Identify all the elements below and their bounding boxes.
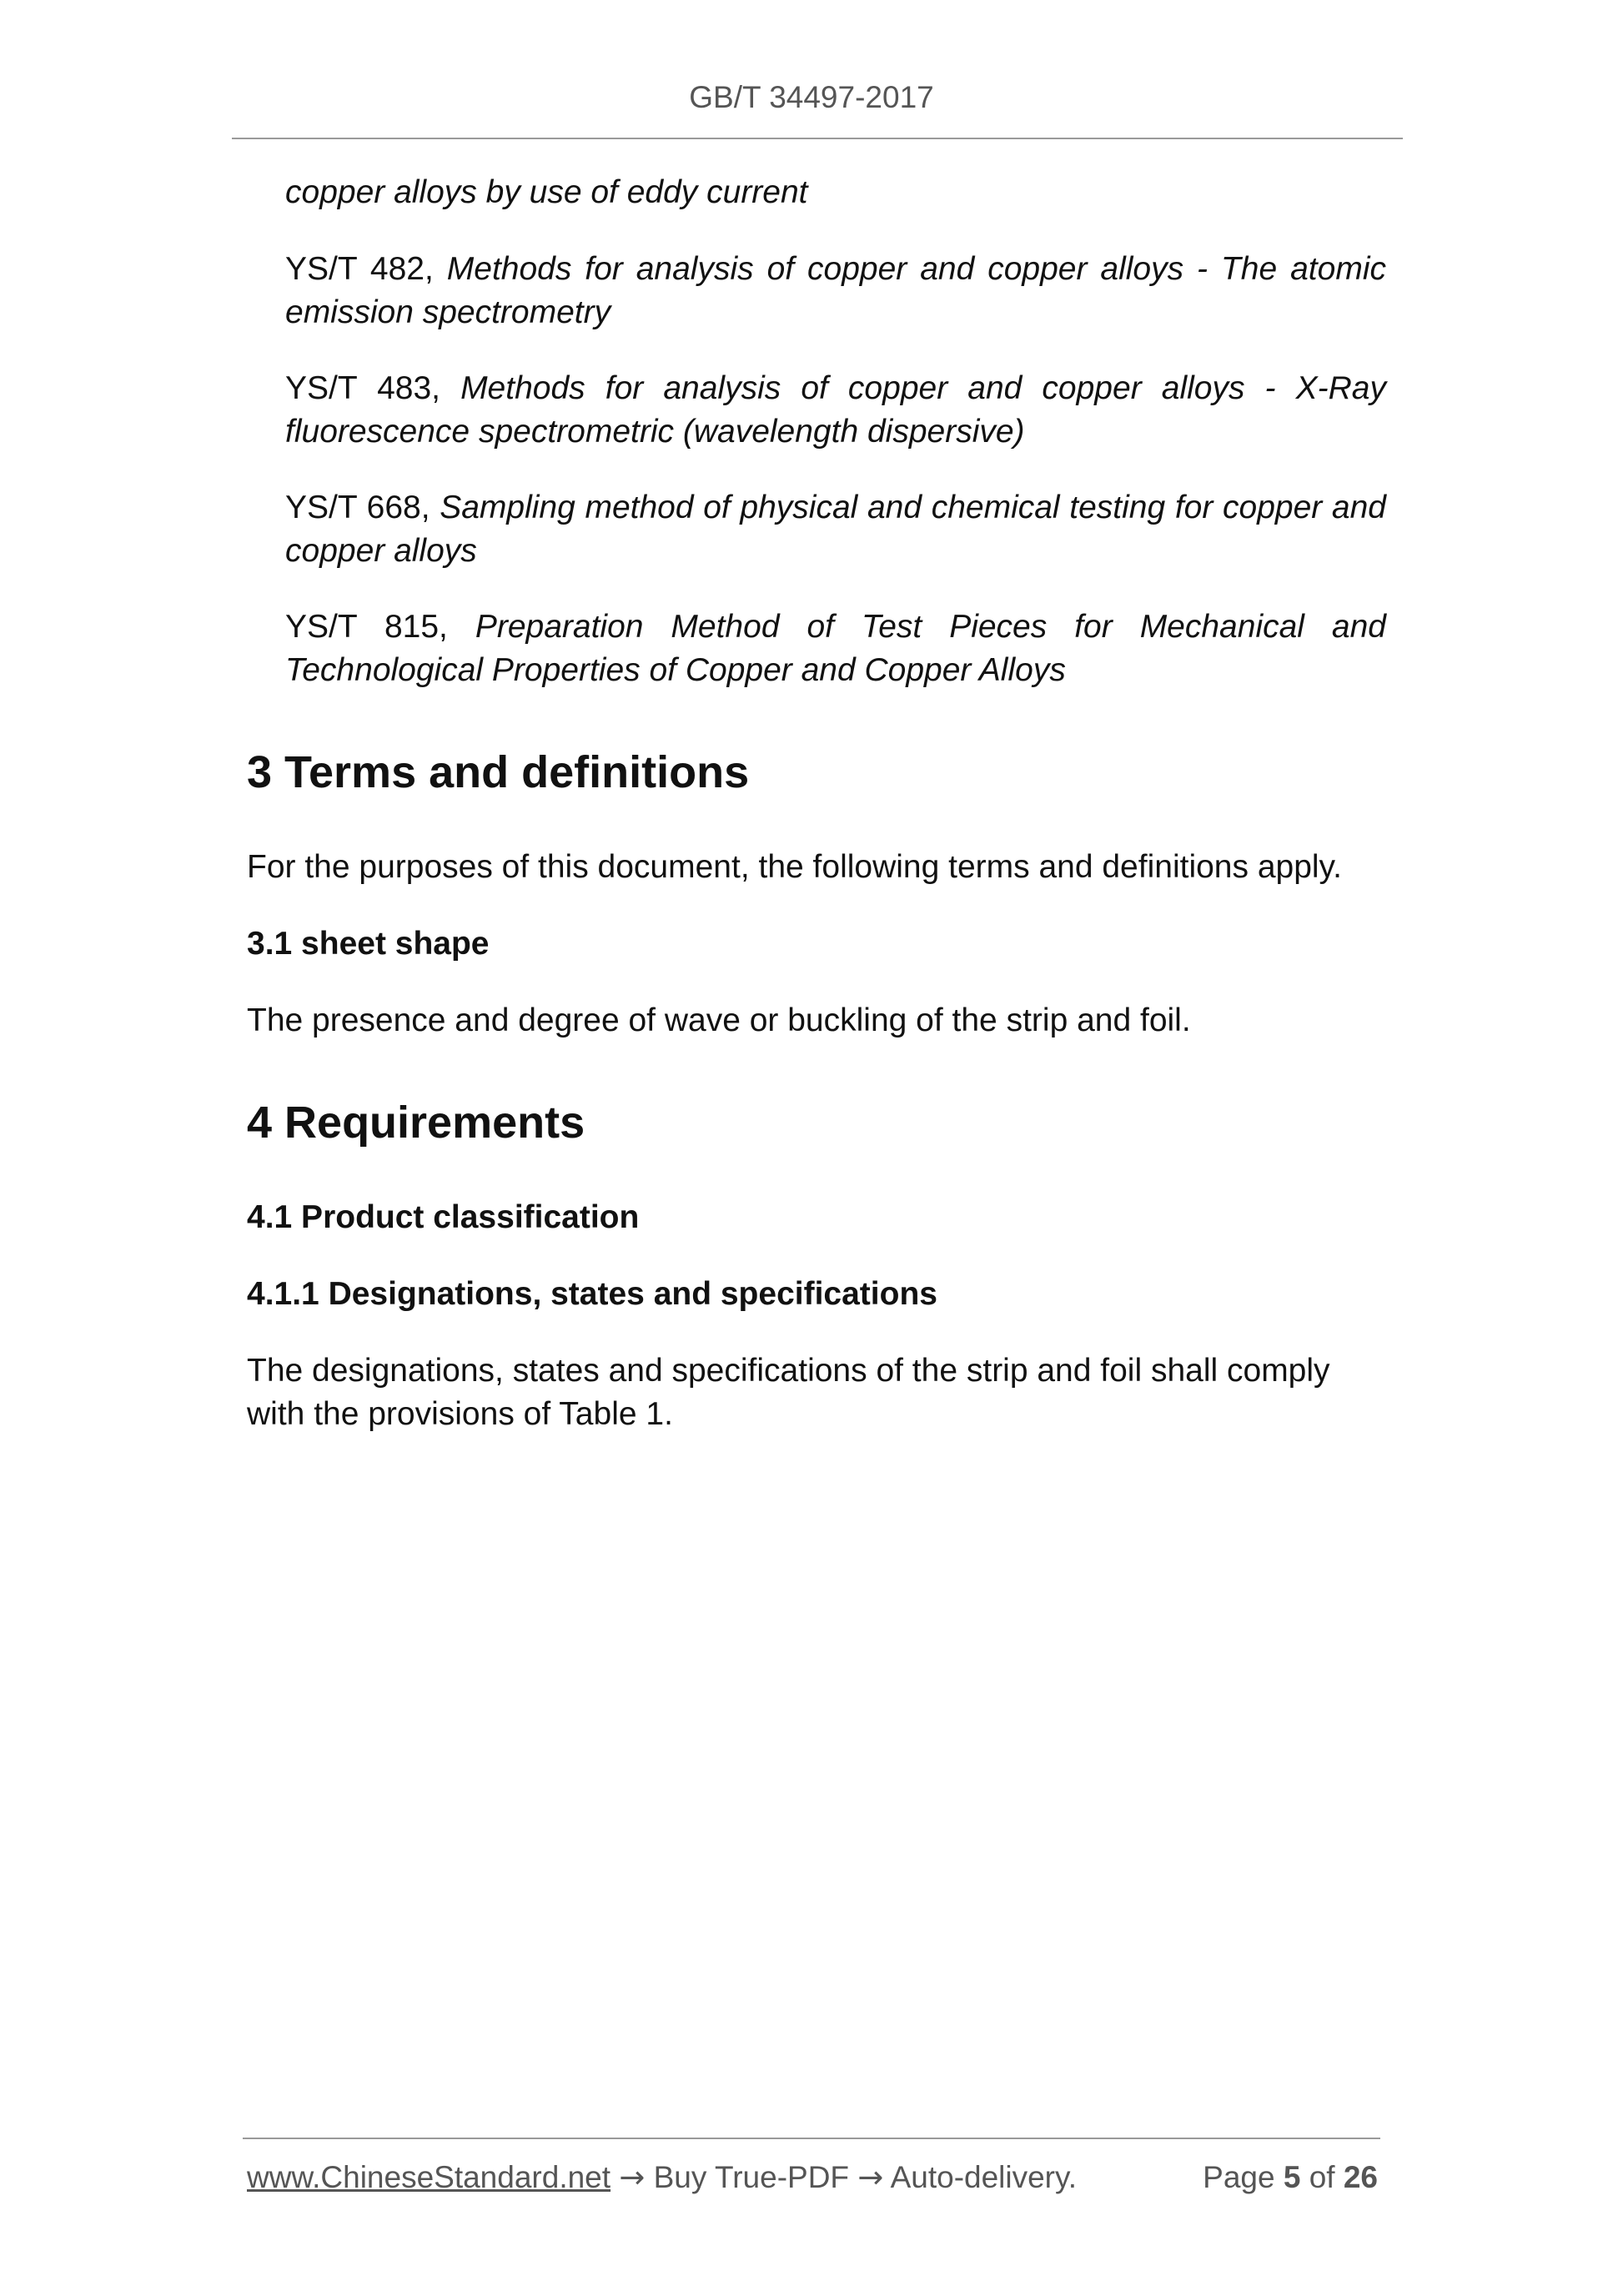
reference-title: Sampling method of physical and chemical testing for copper and copper alloys	[285, 490, 1386, 569]
section-3-heading: 3 Terms and definitions	[247, 747, 750, 797]
section-4-heading: 4 Requirements	[247, 1098, 585, 1148]
reference-title: copper alloys by use of eddy current	[285, 174, 808, 210]
delivery-text: Auto-delivery.	[890, 2160, 1078, 2194]
page-total: 26	[1343, 2160, 1378, 2194]
reference-title: Methods for analysis of copper and copper alloys - X-Ray fluorescence spectrometric (wavelength dispersive)	[285, 370, 1386, 450]
page-indicator	[1203, 2157, 1378, 2198]
term-3-1-definition: The presence and degree of wave or buckling of the strip and foil.	[247, 1002, 1191, 1038]
reference-item	[285, 171, 1386, 214]
header-divider	[232, 138, 1403, 139]
reference-code: YS/T 815,	[285, 609, 475, 645]
reference-item	[285, 486, 1386, 573]
section-4-1-1-heading: 4.1.1 Designations, states and specifications	[247, 1276, 937, 1312]
page-label: Page	[1203, 2160, 1275, 2194]
of-label: of	[1309, 2160, 1335, 2194]
header-title: GB/T 34497-2017	[689, 80, 934, 114]
reference-item	[285, 367, 1386, 454]
page-number: 5	[1283, 2160, 1301, 2194]
website-link[interactable]: www.ChineseStandard.net	[247, 2160, 611, 2194]
reference-title: Methods for analysis of copper and copper alloys - The atomic emission spectrometry	[285, 251, 1386, 330]
term-3-1-heading: 3.1 sheet shape	[247, 926, 490, 962]
arrow-right-icon: →	[619, 2159, 646, 2195]
reference-code: YS/T 483,	[285, 370, 461, 406]
normative-references-list	[285, 171, 1386, 692]
reference-code: YS/T 668,	[285, 490, 440, 525]
section-3-intro: For the purposes of this document, the following terms and definitions apply.	[247, 849, 1342, 885]
footer-divider	[243, 2138, 1380, 2139]
buy-text: Buy True-PDF	[653, 2160, 850, 2194]
section-4-1-1-paragraph: The designations, states and specifications of the strip and foil shall comply with the provisions of Table 1.	[247, 1353, 1330, 1432]
reference-item	[285, 248, 1386, 334]
reference-title: Preparation Method of Test Pieces for Mechanical and Technological Properties of Copper and Copper Alloys	[285, 609, 1386, 688]
reference-item	[285, 605, 1386, 692]
arrow-right-icon: →	[857, 2159, 884, 2195]
section-4-1-heading: 4.1 Product classification	[247, 1199, 640, 1235]
footer-promo	[247, 2157, 1077, 2198]
page-body	[247, 171, 1386, 1470]
reference-code: YS/T 482,	[285, 251, 447, 287]
